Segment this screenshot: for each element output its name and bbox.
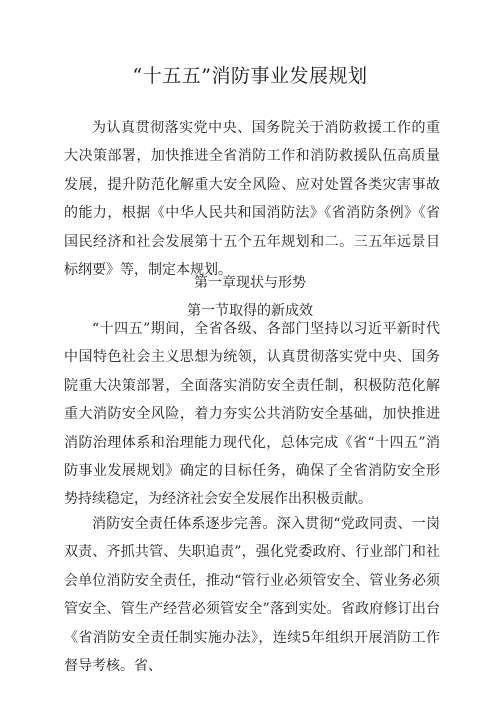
section-heading: 第一节取得的新成效 xyxy=(187,303,313,319)
document-title: “十五五”消防事业发展规划 xyxy=(132,65,368,87)
chapter-heading: 第一章现状与形势 xyxy=(194,275,306,291)
body-paragraph-1: “十四五”期间，全省各级、各部门坚持以习近平新时代中国特色社会主义思想为统领，认真贯彻落实党中央、国务院重大决策部署，全面落实消防安全责任制，积极防范化解重大消防安全风险，着力夯实公共消防安全基础，加快推进消防治理体系和治理能力现代化，总体完成《省“十四五”消防事业发展规划》确定的目标任务，确保了全省消防安全形势持续稳定，为经济社会安全发展作出积极贡献。 xyxy=(64,321,440,508)
intro-paragraph: 为认真贯彻落实党中央、国务院关于消防救援工作的重大决策部署，加快推进全省消防工作和消防救援队伍高质量发展，提升防范化解重大安全风险、应对处置各类灾害事故的能力，根据《中华人民共和国消防法》《省消防条例》《省国民经济和社会发展第十五个五年规划和二。三五年远景目标纲要》等，制定本规划。 xyxy=(64,120,440,279)
body-paragraph-2: 消防安全责任体系逐步完善。深入贯彻“党政同责、一岗双责、齐抓共管、失职追责”，强化党委政府、行业部门和社会单位消防安全责任，推动“管行业必须管安全、管业务必须管安全、管生产经营必须管安全”落到实处。省政府修订出台《省消防安全责任制实施办法》，连续5年组织开展消防工作督导考核。省、 xyxy=(64,516,440,675)
